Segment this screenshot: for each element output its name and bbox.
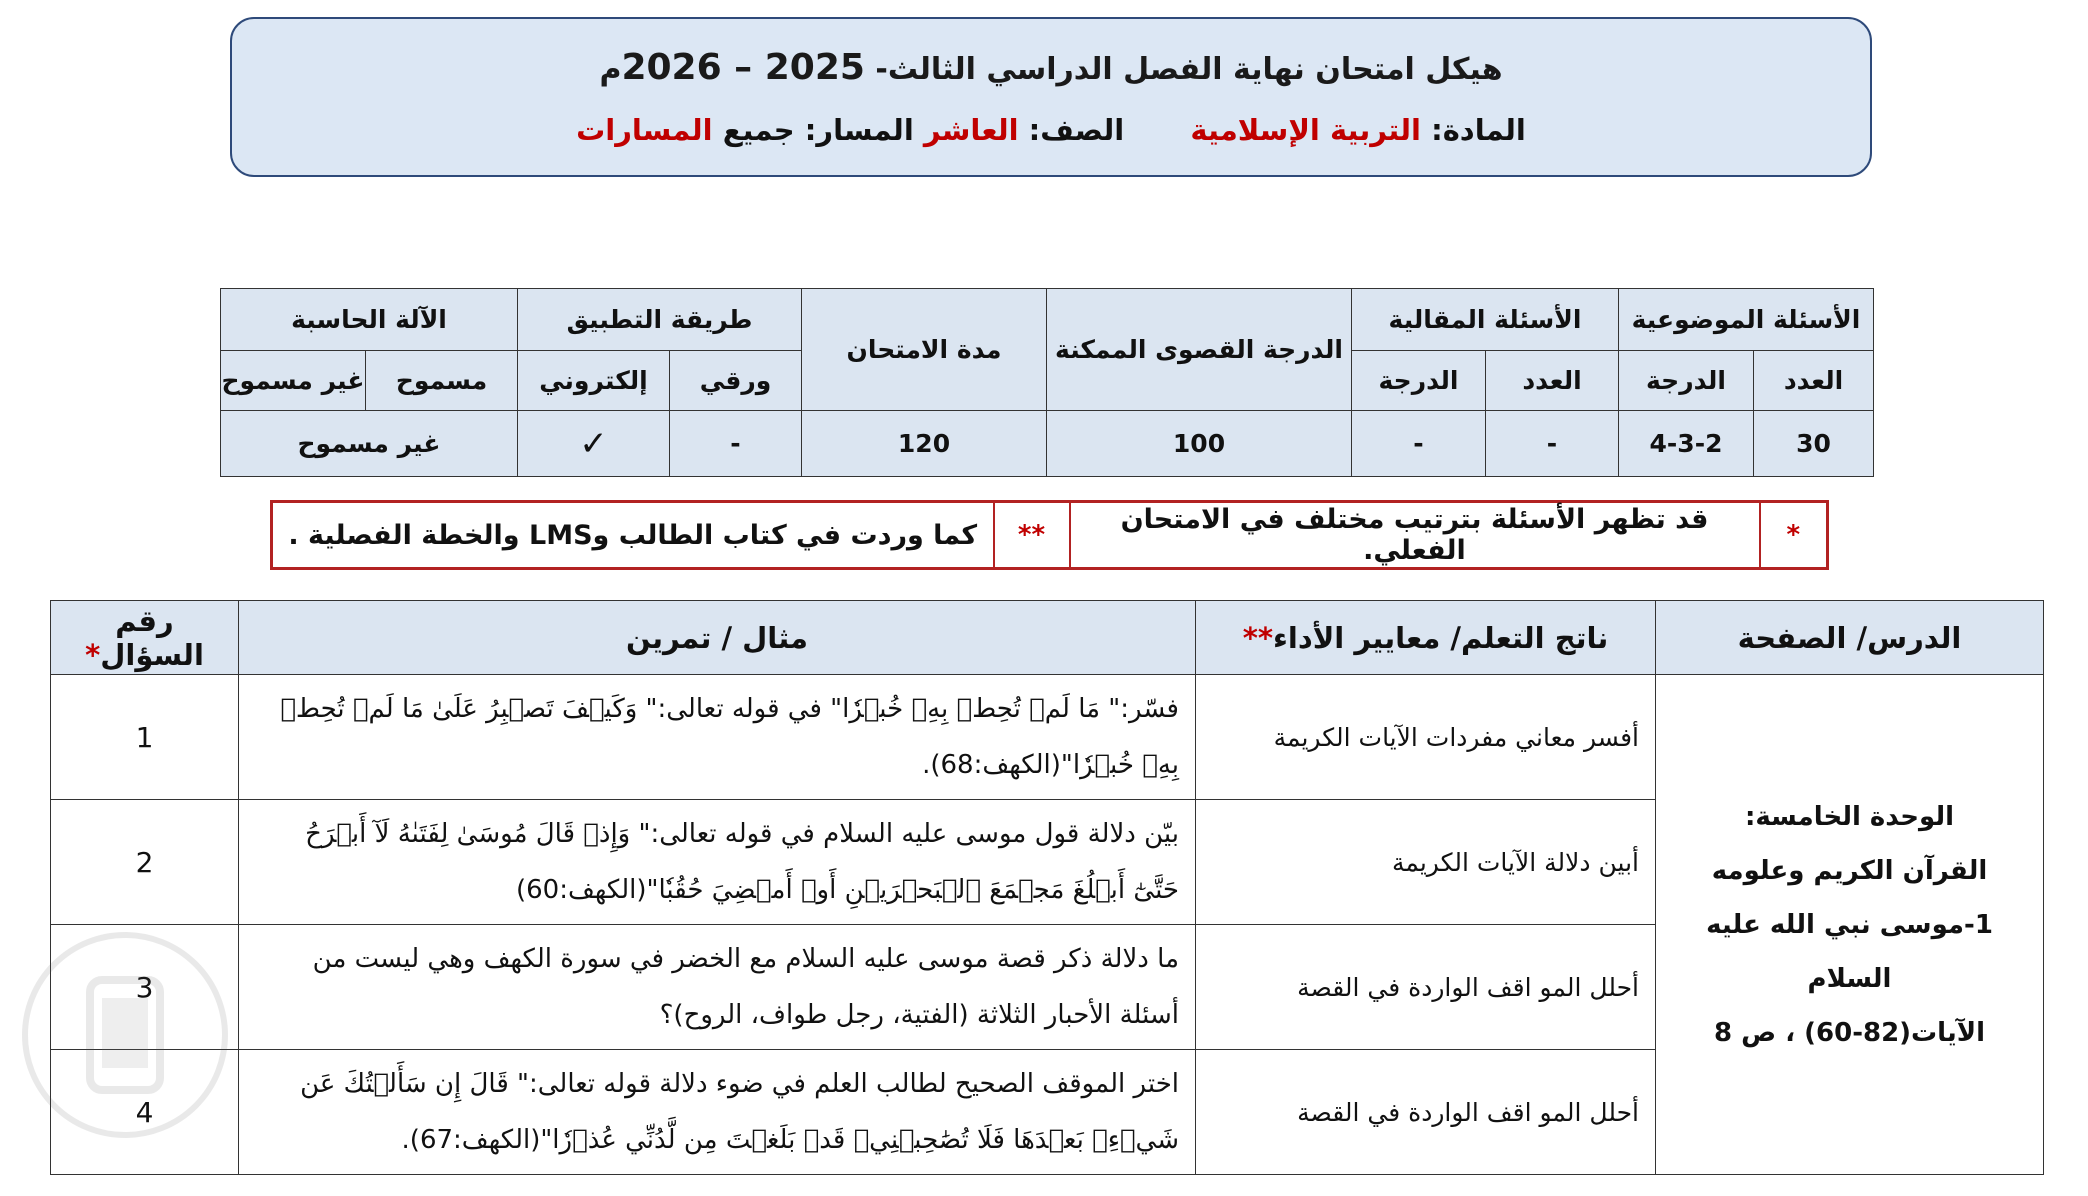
question-number-cell: 4 <box>51 1050 239 1175</box>
max-score-value: 100 <box>1047 411 1352 477</box>
title-prefix: هيكل امتحان نهاية الفصل الدراسي الثالث- <box>875 52 1503 87</box>
subject-label: المادة: <box>1431 113 1526 147</box>
grade-label: الصف: <box>1028 113 1125 147</box>
question-number-header-star: * <box>85 637 101 672</box>
question-number-cell: 2 <box>51 800 239 925</box>
track-value-2: المسارات <box>576 113 713 147</box>
calculator-not-allowed-label: غير مسموح <box>221 351 366 411</box>
electronic-check-icon: ✓ <box>518 411 670 477</box>
question-number-cell: 3 <box>51 925 239 1050</box>
example-cell: اختر الموقف الصحيح لطالب العلم في ضوء دلالة قوله تعالى:" قَالَ إِن سَأَلۡتُكَ عَن شَيۡءِۭ بَعۡدَهَا فَلَا تُصَٰحِبۡنِيۖ قَدۡ بَلَغۡتَ مِن لَّدُنِّي عُذۡرٗا"(الكهف:67). <box>239 1050 1196 1175</box>
watermark-logo-icon <box>20 920 230 1150</box>
objective-count-label: العدد <box>1754 351 1874 411</box>
note1-star: * <box>1760 502 1828 569</box>
objective-questions-header: الأسئلة الموضوعية <box>1619 289 1874 351</box>
paper-label: ورقي <box>670 351 802 411</box>
title-year-suffix: م <box>599 52 622 87</box>
header-box <box>230 17 1872 177</box>
page-title <box>232 47 1870 88</box>
lesson-verses-page: الآيات(82-60) ، ص 8 <box>1714 1017 1985 1048</box>
max-score-header: الدرجة القصوى الممكنة <box>1047 289 1352 411</box>
example-cell: فسّر:" مَا لَمۡ تُحِطۡ بِهِۦ خُبۡرٗا" في قوله تعالى:" وَكَيۡفَ تَصۡبِرُ عَلَىٰ مَا لَمۡ تُحِطۡ بِهِۦ خُبۡرٗا"(الكهف:68). <box>239 675 1196 800</box>
note2-star: ** <box>994 502 1070 569</box>
title-year: 2025 – 2026 <box>621 47 865 88</box>
outcome-cell: أفسر معاني مفردات الآيات الكريمة <box>1196 675 1656 800</box>
objective-score-label: الدرجة <box>1619 351 1754 411</box>
essay-questions-header: الأسئلة المقالية <box>1352 289 1619 351</box>
question-number-header <box>51 601 239 675</box>
objective-count-value: 30 <box>1754 411 1874 477</box>
question-number-header-text: رقم السؤال <box>100 603 204 672</box>
lesson-title: 1-موسى نبي الله عليه السلام <box>1706 909 1993 994</box>
calculator-allowed-label: مسموح <box>366 351 518 411</box>
essay-count-label: العدد <box>1486 351 1619 411</box>
question-number-cell: 1 <box>51 675 239 800</box>
exam-structure-table <box>220 288 1874 477</box>
outcome-header <box>1196 601 1656 675</box>
note2-text: كما وردت في كتاب الطالب وLMS والخطة الفصلية . <box>272 502 994 569</box>
example-cell: بيّن دلالة قول موسى عليه السلام في قوله تعالى:" وَإِذۡ قَالَ مُوسَىٰ لِفَتَىٰهُ لَآ أَبۡرَحُ حَتَّىٰٓ أَبۡلُغَ مَجۡمَعَ ٱلۡبَحۡرَيۡنِ أَوۡ أَمۡضِيَ حُقُبٗا"(الكهف:60) <box>239 800 1196 925</box>
lesson-header: الدرس/ الصفحة <box>1656 601 2044 675</box>
lesson-unit: الوحدة الخامسة: <box>1744 801 1955 832</box>
lesson-unit-title: القرآن الكريم وعلومه <box>1711 855 1988 886</box>
exam-items-table <box>50 600 2044 1175</box>
subject-value: التربية الإسلامية <box>1190 113 1421 147</box>
note1-text: قد تظهر الأسئلة بترتيب مختلف في الامتحان الفعلي. <box>1070 502 1760 569</box>
track-label: المسار: <box>804 113 914 147</box>
duration-header: مدة الامتحان <box>802 289 1047 411</box>
subject-line <box>232 113 1870 147</box>
method-header: طريقة التطبيق <box>518 289 802 351</box>
outcome-cell: أحلل المو اقف الواردة في القصة <box>1196 1050 1656 1175</box>
duration-value: 120 <box>802 411 1047 477</box>
essay-count-value: - <box>1486 411 1619 477</box>
essay-score-value: - <box>1352 411 1486 477</box>
outcome-cell: أحلل المو اقف الواردة في القصة <box>1196 925 1656 1050</box>
grade-value: العاشر <box>923 113 1019 147</box>
lesson-cell <box>1656 675 2044 1175</box>
outcome-cell: أبين دلالة الآيات الكريمة <box>1196 800 1656 925</box>
calculator-value: غير مسموح <box>221 411 518 477</box>
objective-score-value: 4-3-2 <box>1619 411 1754 477</box>
essay-score-label: الدرجة <box>1352 351 1486 411</box>
table-row <box>51 675 2044 800</box>
example-cell: ما دلالة ذكر قصة موسى عليه السلام مع الخضر في سورة الكهف وهي ليست من أسئلة الأحبار الثلاثة (الفتية، رجل طواف، الروح)؟ <box>239 925 1196 1050</box>
paper-value: - <box>670 411 802 477</box>
outcome-header-text: ناتج التعلم/ معايير الأداء <box>1273 620 1609 655</box>
track-value-1: جميع <box>722 113 795 147</box>
notes-bar <box>270 500 1829 570</box>
electronic-label: إلكتروني <box>518 351 670 411</box>
example-header: مثال / تمرين <box>239 601 1196 675</box>
calculator-header: الآلة الحاسبة <box>221 289 518 351</box>
outcome-header-star: ** <box>1242 620 1274 655</box>
